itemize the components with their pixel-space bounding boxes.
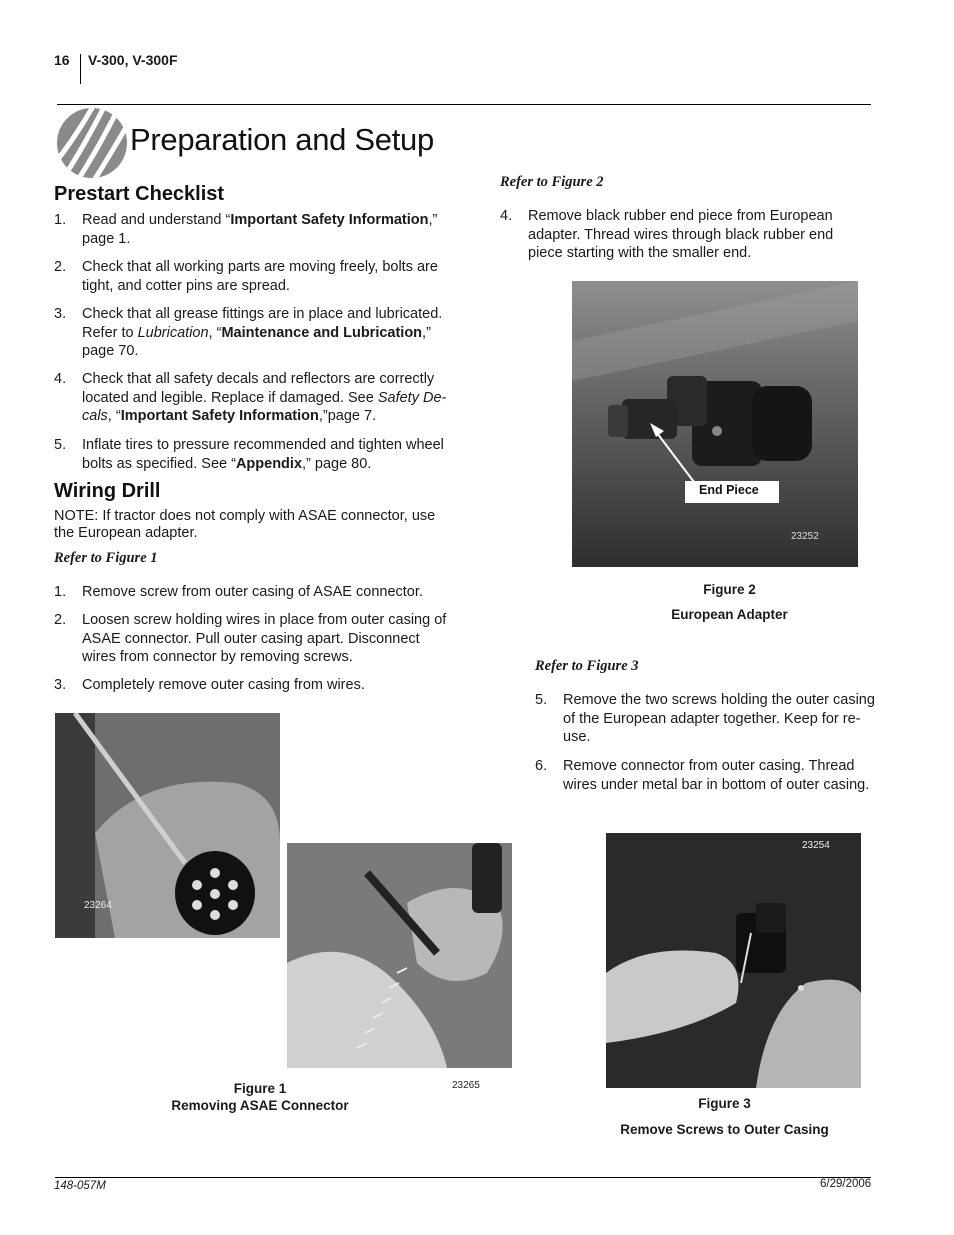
header-rule	[57, 104, 871, 105]
brand-logo-icon	[56, 107, 128, 179]
figure-id: 23264	[84, 900, 112, 911]
footer-rule	[55, 1177, 871, 1178]
figure-2-photo	[572, 281, 858, 567]
item-number: 5.	[54, 437, 67, 453]
figure-id: 23265	[452, 1080, 480, 1091]
figure-1-photo-right	[287, 843, 512, 1068]
header-divider	[80, 54, 81, 84]
model-name: V-300, V-300F	[88, 52, 178, 68]
refer-figure-2: Refer to Figure 2	[500, 174, 604, 190]
callout-arrow-icon	[572, 281, 858, 567]
item-number: 3.	[54, 306, 67, 322]
figure-id: 23254	[802, 840, 830, 851]
figure-2-label: Figure 2	[703, 582, 756, 597]
end-piece-callout: End Piece	[685, 481, 779, 503]
figure-3-label: Figure 3	[698, 1096, 751, 1111]
item-number: 4.	[54, 371, 67, 387]
page-number: 16	[54, 52, 70, 68]
figure-id: 23252	[791, 531, 819, 542]
figure-2-caption: European Adapter	[671, 607, 788, 622]
section-title: Preparation and Setup	[130, 122, 434, 157]
figure-1-label: Figure 1	[233, 1081, 287, 1096]
prestart-heading: Prestart Checklist	[54, 183, 225, 205]
wiring-note: NOTE: If tractor does not comply with ASAE connector, use the European adapter.	[54, 508, 436, 541]
item-number: 2.	[54, 259, 67, 275]
wiring-heading: Wiring Drill	[54, 480, 161, 502]
figure-1-caption: Removing ASAE Connector	[171, 1098, 349, 1113]
figure-1-photo-left	[55, 713, 280, 938]
refer-figure-3: Refer to Figure 3	[535, 658, 639, 674]
doc-date: 6/29/2006	[820, 1178, 872, 1190]
figure-3-caption: Remove Screws to Outer Casing	[620, 1122, 829, 1137]
doc-number: 148-057M	[54, 1180, 106, 1192]
refer-figure-1: Refer to Figure 1	[54, 550, 158, 566]
item-number: 1.	[54, 212, 67, 228]
figure-3-photo	[606, 833, 861, 1088]
